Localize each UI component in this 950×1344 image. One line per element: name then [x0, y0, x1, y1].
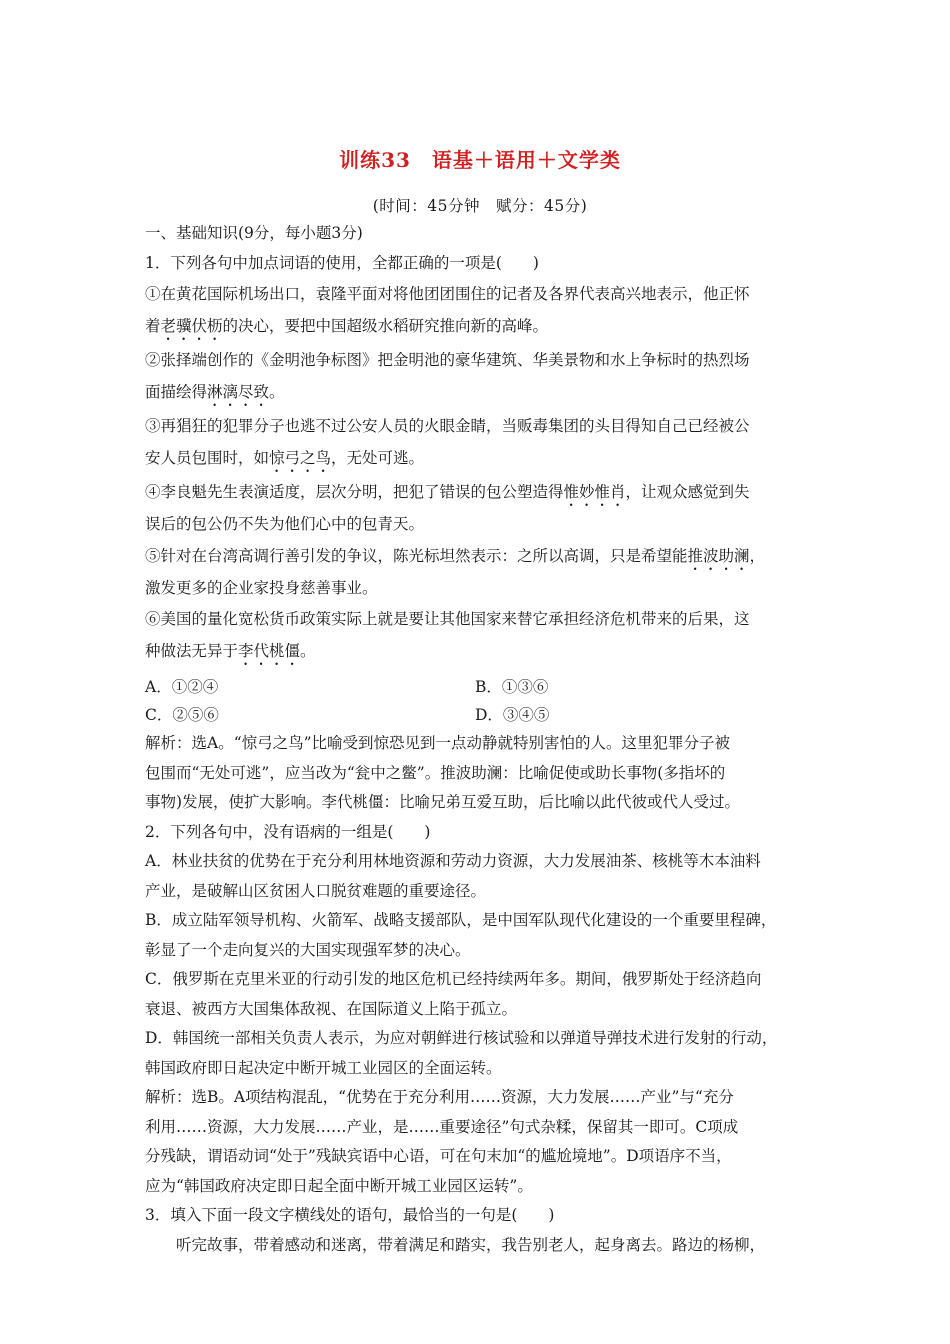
option-line: 产业，是破解山区贫困人口脱贫难题的重要途径。 — [145, 881, 487, 900]
text: 种做法无异于 — [145, 642, 239, 660]
text: ， — [749, 546, 766, 565]
item-line — [145, 476, 815, 510]
dotted-phrase: 推波助澜 — [687, 546, 750, 565]
dotted-phrase: 李代桃僵 — [238, 642, 301, 660]
analysis-line: 利用……资源，大力发展……产业，是……重要途径”句式杂糅，保留其一即可。C项成 — [145, 1117, 739, 1136]
text: ，让观众感觉到失 — [625, 483, 750, 501]
question-1-item-4 — [145, 476, 815, 540]
dotted-phrase: 惊弓之鸟 — [269, 449, 332, 467]
option-line: B．成立陆军领导机构、火箭军、战略支援部队，是中国军队现代化建设的一个重要里程碑， — [145, 911, 777, 929]
question-3-stem: 3．填入下面一段文字横线处的语句，最恰当的一句是( ) — [145, 1206, 555, 1224]
analysis-line: 包围而“无处可逃”，应当改为“瓮中之鳖”。推波助澜：比喻促使或助长事物(多指坏的 — [145, 763, 726, 782]
question-1-item-6 — [145, 603, 815, 669]
analysis-line: 解析：选A。“惊弓之鸟”比喻受到惊恐见到一点动静就特别害怕的人。这里犯罪分子被 — [145, 734, 731, 752]
page-title: 训练33 语基＋语用＋文学类 — [339, 148, 621, 172]
question-1-item-3 — [145, 410, 815, 476]
question-1-stem: 1．下列各句中加点词语的使用，全都正确的一项是( ) — [145, 253, 539, 272]
option-line: 衰退、被西方大国集体敌视、在国际道义上陷于孤立。 — [145, 999, 518, 1018]
analysis-line: 分残缺，谓语动词“处于”残缺宾语中心语，可在句末加“的尴尬境地”。D项语序不当， — [145, 1147, 732, 1165]
text: ⑤针对在台湾高调行善引发的争议，陈光标坦然表示：之所以高调，只是希望能 — [145, 546, 688, 565]
analysis-line: 解析：选B。A项结构混乱，“优势在于充分利用……资源，大力发展……产业”与“充分 — [145, 1088, 734, 1106]
item-line: ②张择端创作的《金明池争标图》把金明池的豪华建筑、华美景物和水上争标时的热烈场 — [145, 351, 750, 369]
item-line: ①在黄花国际机场出口，袁隆平面对将他团团围住的记者及各界代表高兴地表示，他正怀 — [145, 285, 750, 303]
text: 。 — [300, 642, 316, 660]
analysis-line: 应为“韩国政府决定即日起全面中断开城工业园区运转”。 — [145, 1176, 533, 1195]
option-line: D．韩国统一部相关负责人表示，为应对朝鲜进行核试验和以弹道导弹技术进行发射的行动， — [145, 1029, 778, 1047]
option-b: B．①③⑥ — [475, 678, 549, 696]
option-d: D．③④⑤ — [475, 706, 550, 724]
dotted-phrase: 惟妙惟肖 — [563, 483, 626, 501]
item-line — [145, 376, 815, 410]
question-3-passage: 听完故事，带着感动和迷离，带着满足和踏实，我告别老人，起身离去。路边的杨柳， — [176, 1235, 766, 1254]
text: 面描绘得 — [145, 383, 208, 401]
question-1-item-1 — [145, 278, 815, 344]
item-line — [145, 540, 815, 574]
question-1-item-5 — [145, 540, 815, 604]
question-2-options — [145, 847, 815, 1083]
dotted-phrase: 老骥伏枥 — [160, 317, 223, 335]
text: ，无处可逃。 — [331, 449, 425, 467]
option-c: C．②⑤⑥ — [145, 706, 219, 724]
section-heading: 一、基础知识(9分，每小题3分) — [145, 224, 363, 242]
text: 的决心，要把中国超级水稻研究推向新的高峰。 — [222, 317, 549, 335]
item-line — [145, 442, 815, 476]
text: 安人员包围时，如 — [145, 449, 270, 467]
time-score-info: (时间：45分钟 赋分：45分) — [372, 197, 588, 215]
document-page — [145, 143, 815, 1260]
text: ④李良魁先生表演适度，层次分明，把犯了错误的包公塑造得 — [145, 483, 564, 501]
dotted-phrase: 淋漓尽致 — [207, 383, 270, 401]
option-line: A．林业扶贫的优势在于充分利用林地资源和劳动力资源，大力发展油茶、核桃等木本油料 — [145, 852, 761, 870]
item-line: ⑥美国的量化宽松货币政策实际上就是要让其他国家来替它承担经济危机带来的后果，这 — [145, 610, 750, 628]
item-line: 激发更多的企业家投身慈善事业。 — [145, 578, 378, 597]
option-a: A．①②④ — [145, 678, 219, 696]
item-line — [145, 310, 815, 344]
question-2-stem: 2．下列各句中，没有语病的一组是( ) — [145, 822, 431, 841]
analysis-line: 事物)发展，使扩大影响。李代桃僵：比喻兄弟互爱互助，后比喻以此代彼或代人受过。 — [145, 793, 741, 811]
text: 。 — [269, 383, 285, 401]
option-line: 彰显了一个走向复兴的大国实现强军梦的决心。 — [145, 940, 471, 959]
question-2-analysis — [145, 1083, 815, 1201]
item-line: 误后的包公仍不失为他们心中的包青天。 — [145, 515, 425, 533]
question-1-analysis — [145, 729, 815, 818]
option-line: 韩国政府即日起决定中断开城工业园区的全面运转。 — [145, 1058, 502, 1077]
option-line: C．俄罗斯在克里米亚的行动引发的地区危机已经持续两年多。期间，俄罗斯处于经济趋向 — [145, 970, 762, 988]
question-1-options-row-1 — [145, 673, 815, 701]
question-1-item-2 — [145, 344, 815, 410]
text: 着 — [145, 317, 161, 335]
item-line — [145, 635, 815, 669]
question-1-options-row-2 — [145, 701, 815, 729]
item-line: ③再猖狂的犯罪分子也逃不过公安人员的火眼金睛，当贩毒集团的头目得知自己已经被公 — [145, 417, 750, 435]
